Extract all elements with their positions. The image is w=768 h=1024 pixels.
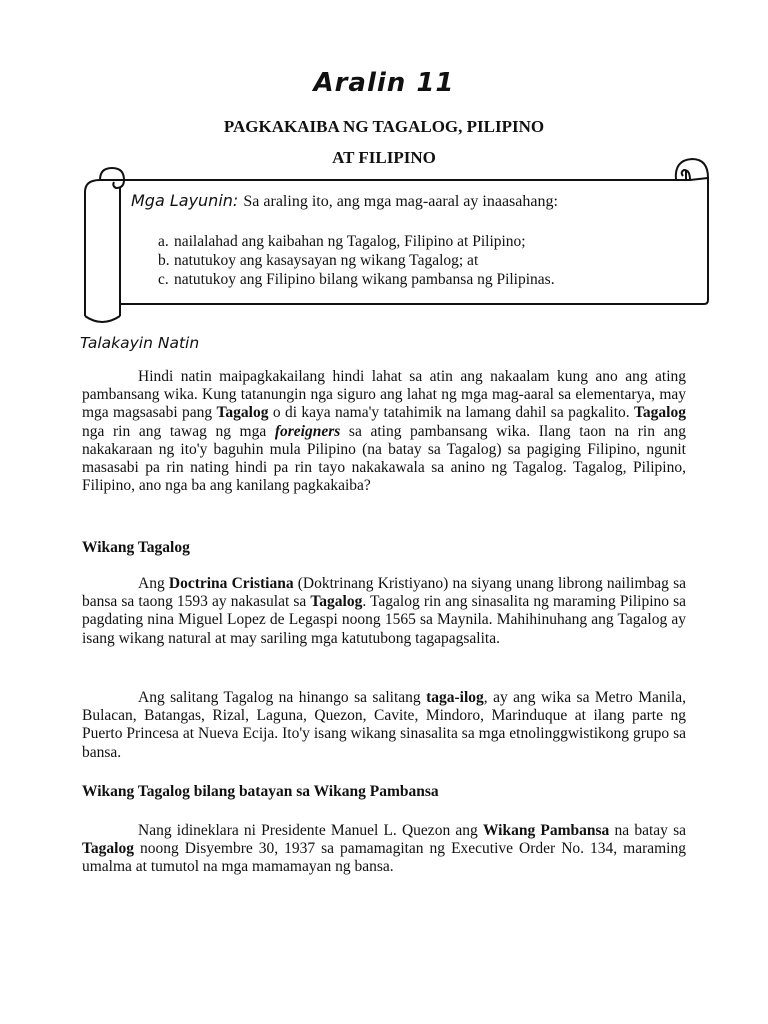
bold-term: Doctrina Cristiana <box>168 575 294 592</box>
text-run: Ang <box>138 575 169 592</box>
bold-italic-term: foreigners <box>274 422 341 440</box>
text-run: Nang idineklara ni Presidente Manuel L. Quezon ang <box>138 822 483 839</box>
text-run: o di kaya nama'y tatahimik na lamang dahil sa pagkalito. <box>268 404 634 422</box>
text-run: . Tagalog rin ang sinasalita ng maraming Pilipino sa pagdating nina Miguel Lopez de Legaspi noong 1565 sa Maynila. Mahihinuhang ang Tagalog ay isang wikang natural at may sariling mga katutubong tagapagsalita. <box>82 593 686 647</box>
heading-wikang-tagalog: Wikang Tagalog <box>82 539 190 556</box>
objectives-label: Mga Layunin: <box>131 191 239 210</box>
text-run: noong Disyembre 30, 1937 sa pamamagitan ng Executive Order No. 134, maraming umalma at tumutol na mga mamamayan ng bansa. <box>82 840 686 876</box>
list-marker: a. <box>158 233 169 250</box>
heading-batayan: Wikang Tagalog bilang batayan sa Wikang Pambansa <box>82 783 439 800</box>
lesson-title: Aralin 11 <box>313 68 455 98</box>
bold-term: Tagalog <box>216 404 269 422</box>
paragraph-quezon <box>82 822 686 877</box>
list-item <box>158 251 555 270</box>
list-item <box>158 270 555 289</box>
objectives-intro: Sa araling ito, ang mga mag-aaral ay inaasahang: <box>243 193 558 210</box>
bold-term: Tagalog <box>82 840 134 858</box>
bold-term: Tagalog <box>310 593 363 611</box>
objectives-list <box>158 232 555 289</box>
text-run: Hindi natin maipagkakailang hindi lahat sa atin ang nakaalam kung ano ang ating pambansang wika. Kung tatanungin nga siguro ang lahat ng mga mag-aaral sa elementarya, may mga magsasabi pang <box>82 368 686 422</box>
text-run: , ay ang wika sa Metro Manila, Bulacan, Batangas, Rizal, Laguna, Quezon, Cavite, Mindoro, Marinduque at ilang parte ng Puerto Princesa at Nueva Ecija. Ito'y isang wikang sinasalita sa mga etnolinggwistikong grupo sa bansa. <box>82 689 686 761</box>
bold-term: taga-ilog <box>426 689 484 706</box>
list-marker: b. <box>158 252 170 269</box>
bold-term: Tagalog <box>634 404 686 422</box>
objective-text: natutukoy ang kasaysayan ng wikang Tagalog; at <box>174 252 479 269</box>
text-run: na batay sa <box>609 822 686 839</box>
bold-term: Wikang Pambansa <box>482 822 610 839</box>
text-run: sa ating pambansang wika. Ilang taon na rin ang nakakaraan ng ito'y baguhin mula Pilipino (na batay sa Tagalog) sa pagiging Filipino, ngunit masasabi pa rin nating hindi pa rin tayo nakakawala sa anino ng Tagalog. Tagalog, Pilipino, Filipino, ano nga ba ang kanilang pagkakaiba? <box>82 422 686 495</box>
text-run: (Doktrinang Kristiyano) na siyang unang librong nailimbag sa bansa sa taong 1593 ay nakasulat sa <box>82 575 686 611</box>
paragraph-intro <box>82 368 686 495</box>
paragraph-taga-ilog <box>82 689 686 762</box>
text-run: Ang salitang Tagalog na hinango sa salitang <box>138 689 427 706</box>
section-heading-talakayin: Talakayin Natin <box>80 334 200 352</box>
objective-text: natutukoy ang Filipino bilang wikang pambansa ng Pilipinas. <box>174 271 555 288</box>
list-item <box>158 232 555 251</box>
objective-text: nailalahad ang kaibahan ng Tagalog, Filipino at Pilipino; <box>174 233 526 250</box>
objectives-heading <box>131 191 558 211</box>
text-run: nga rin ang tawag ng mga <box>82 422 275 440</box>
lesson-subtitle-line1: PAGKAKAIBA NG TAGALOG, PILIPINO <box>223 117 545 136</box>
list-marker: c. <box>158 271 169 288</box>
paragraph-doctrina <box>82 575 686 648</box>
lesson-subtitle-line2: AT FILIPINO <box>332 148 436 167</box>
